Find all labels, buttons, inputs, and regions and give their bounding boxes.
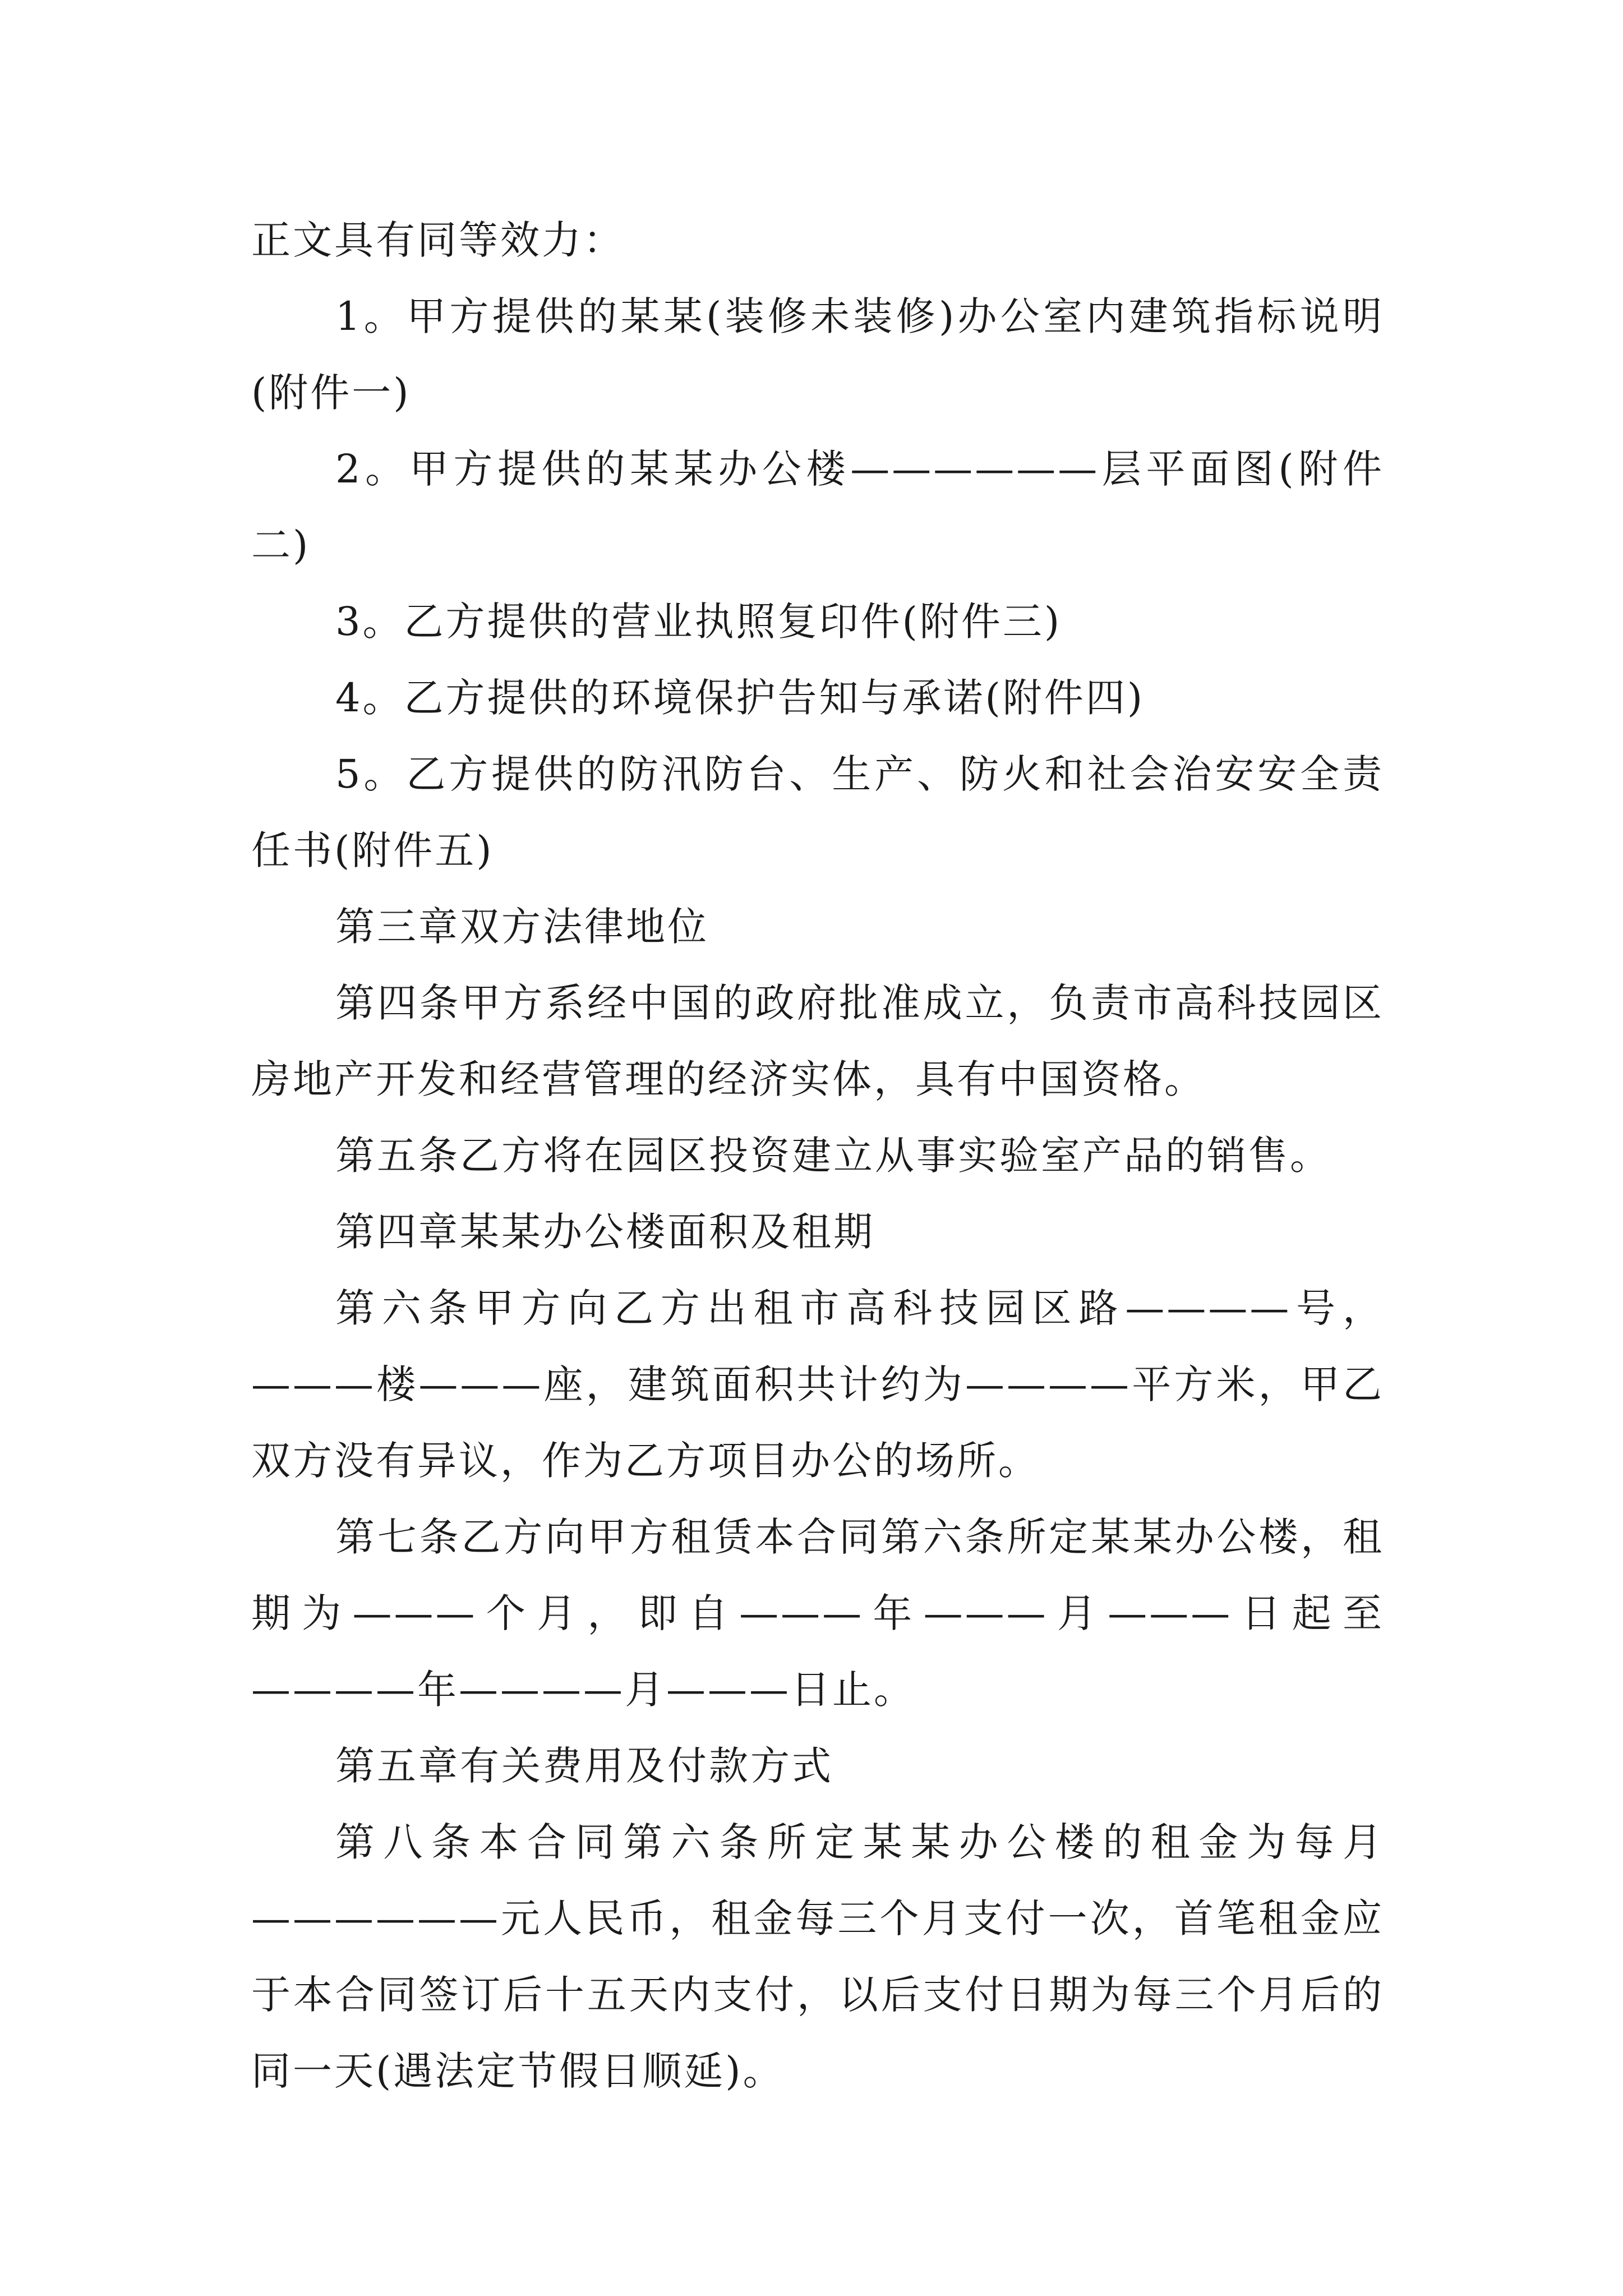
chapter-heading-4: 第四章某某办公楼面积及租期 <box>335 1209 875 1255</box>
paragraph-effect-statement: 正文具有同等效力： <box>251 217 625 263</box>
attachment-item-2: 2。甲方提供的某某办公楼——————层平面图(附件二) <box>251 446 1384 568</box>
attachment-item-4: 4。乙方提供的环境保护告知与承诺(附件四) <box>335 675 1145 721</box>
attachment-item-5: 5。乙方提供的防汛防台、生产、防火和社会治安安全责任书(附件五) <box>251 751 1384 873</box>
chapter-heading-5: 第五章有关费用及付款方式 <box>335 1743 833 1789</box>
article-5: 第五条乙方将在园区投资建立从事实验室产品的销售。 <box>335 1133 1331 1179</box>
article-7: 第七条乙方向甲方租赁本合同第六条所定某某办公楼，租期为———个月，即自———年———月———日起至————年————月———日止。 <box>251 1514 1384 1713</box>
document-body <box>251 202 1384 2109</box>
attachment-item-1: 1。甲方提供的某某(装修未装修)办公室内建筑指标说明(附件一) <box>251 293 1384 416</box>
article-4: 第四条甲方系经中国的政府批准成立，负责市高科技园区房地产开发和经营管理的经济实体，具有中国资格。 <box>251 980 1384 1102</box>
article-8: 第八条本合同第六条所定某某办公楼的租金为每月——————元人民币，租金每三个月支付一次，首笔租金应于本合同签订后十五天内支付，以后支付日期为每三个月后的同一天(遇法定节假日顺延)。 <box>251 1819 1384 2094</box>
article-6: 第六条甲方向乙方出租市高科技园区路————号，———楼———座，建筑面积共计约为————平方米，甲乙双方没有异议，作为乙方项目办公的场所。 <box>251 1285 1384 1484</box>
chapter-heading-3: 第三章双方法律地位 <box>335 904 709 950</box>
attachment-item-3: 3。乙方提供的营业执照复印件(附件三) <box>335 599 1062 645</box>
